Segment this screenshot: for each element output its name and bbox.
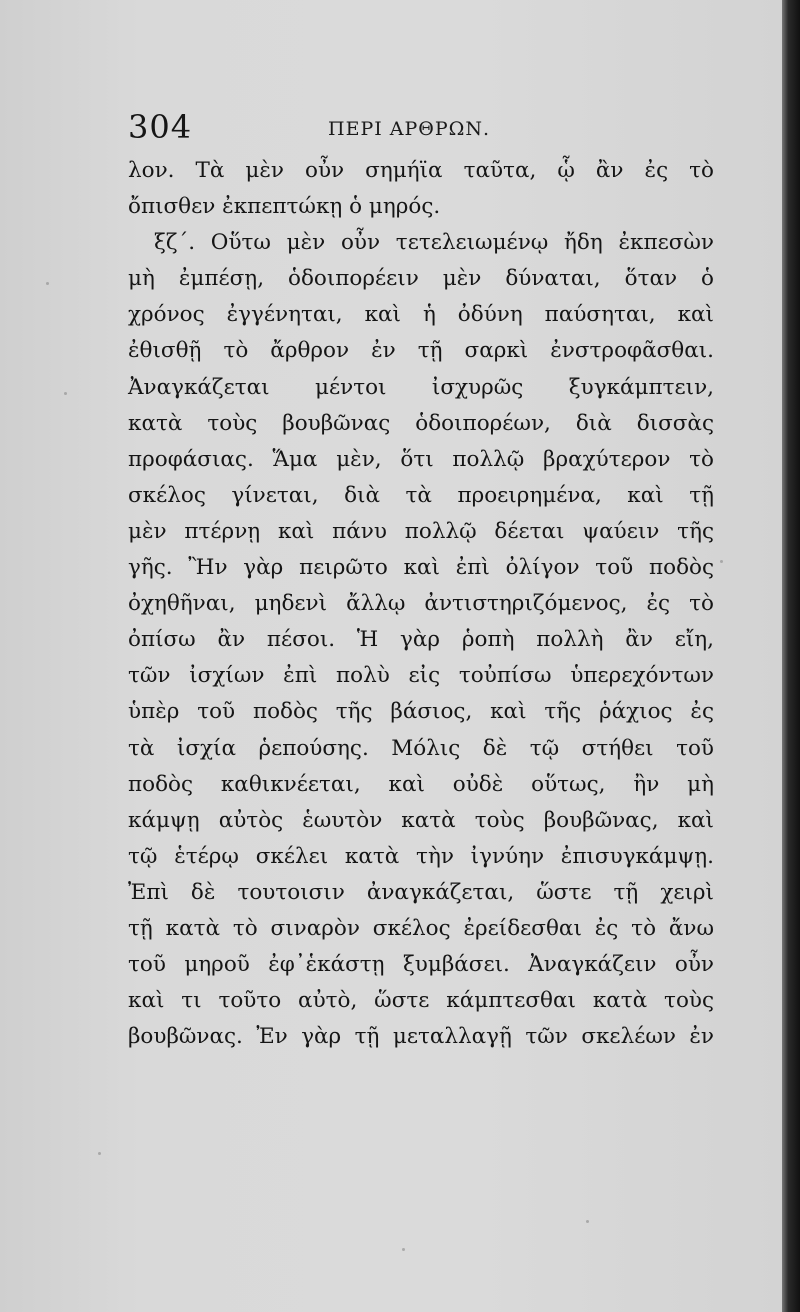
- text-line: Ἀναγκάζεται μέντοι ἰσχυρῶς ξυγκάμπτειν,: [128, 374, 714, 400]
- text-line: ὀπίσω ἂν πέσοι. Ἡ γὰρ ῥοπὴ πολλὴ ἂν εἴη,: [128, 627, 714, 653]
- page-edge-shadow: [782, 0, 800, 1312]
- text-line: ὄπισθεν ἐκπεπτώκῃ ὁ μηρός.: [128, 194, 441, 220]
- text-line: μὴ ἐμπέσῃ, ὁδοιπορέειν μὲν δύναται, ὅταν ὁ: [128, 266, 714, 292]
- text-line: βουβῶνας. Ἐν γὰρ τῇ μεταλλαγῇ τῶν σκελέων ἐν: [128, 1024, 714, 1050]
- paper-speck: [586, 1220, 589, 1223]
- text-line: γῆς. Ἢν γὰρ πειρῶτο καὶ ἐπὶ ὀλίγον τοῦ ποδὸς: [128, 555, 714, 581]
- text-line: ποδὸς καθικνέεται, καὶ οὐδὲ οὕτως, ἢν μὴ: [128, 771, 714, 797]
- paper-speck: [98, 1152, 101, 1155]
- page-number: 304: [128, 108, 193, 146]
- text-line: καὶ τι τοῦτο αὐτὸ, ὥστε κάμπτεσθαι κατὰ τοὺς: [128, 988, 714, 1014]
- text-line: Ἐπὶ δὲ τουτοισιν ἀναγκάζεται, ὥστε τῇ χειρὶ: [128, 879, 714, 905]
- page-header: [128, 108, 708, 152]
- text-line: τοῦ μηροῦ ἐφ᾽ἑκάστῃ ξυμβάσει. Ἀναγκάζειν οὖν: [128, 952, 714, 978]
- text-line: σκέλος γίνεται, διὰ τὰ προειρημένα, καὶ τῇ: [128, 482, 714, 508]
- text-line: μὲν πτέρνῃ καὶ πάνυ πολλῷ δέεται ψαύειν τῆς: [128, 518, 714, 544]
- text-line: κάμψῃ αὐτὸς ἑωυτὸν κατὰ τοὺς βουβῶνας, καὶ: [128, 807, 714, 833]
- paper-speck: [64, 392, 67, 395]
- paper-speck: [402, 1248, 405, 1251]
- paper-speck: [720, 560, 723, 563]
- text-line: προφάσιας. Ἅμα μὲν, ὅτι πολλῷ βραχύτερον τὸ: [128, 446, 714, 472]
- text-line: χρόνος ἐγγένηται, καὶ ἡ ὀδύνη παύσηται, καὶ: [128, 302, 714, 328]
- text-line: ξζ΄. Οὕτω μὲν οὖν τετελειωμένῳ ἤδη ἐκπεσὼν: [154, 230, 714, 256]
- body-text: [128, 153, 714, 1055]
- text-line: τῷ ἑτέρῳ σκέλει κατὰ τὴν ἰγνύην ἐπισυγκάμψῃ.: [128, 843, 714, 869]
- text-line: λον. Τὰ μὲν οὖν σημήϊα ταῦτα, ᾧ ἂν ἐς τὸ: [128, 158, 714, 183]
- text-line: ὀχηθῆναι, μηδενὶ ἄλλῳ ἀντιστηριζόμενος, ἐς τὸ: [128, 591, 714, 617]
- text-line: ὑπὲρ τοῦ ποδὸς τῆς βάσιος, καὶ τῆς ῥάχιος ἐς: [128, 699, 714, 725]
- paper-speck: [46, 282, 49, 285]
- text-line: τῶν ἰσχίων ἐπὶ πολὺ εἰς τοὐπίσω ὑπερεχόντων: [128, 663, 714, 689]
- text-line: τὰ ἰσχία ῥεπούσης. Μόλις δὲ τῷ στήθει τοῦ: [128, 735, 714, 761]
- running-head: ΠΕΡΙ ΑΡΘΡΩΝ.: [328, 118, 491, 140]
- text-line: ἐθισθῇ τὸ ἄρθρον ἐν τῇ σαρκὶ ἐνστροφᾶσθαι.: [128, 338, 714, 364]
- text-line: κατὰ τοὺς βουβῶνας ὁδοιπορέων, διὰ δισσὰς: [128, 410, 714, 436]
- text-line: τῇ κατὰ τὸ σιναρὸν σκέλος ἐρείδεσθαι ἐς τὸ ἄνω: [128, 915, 714, 941]
